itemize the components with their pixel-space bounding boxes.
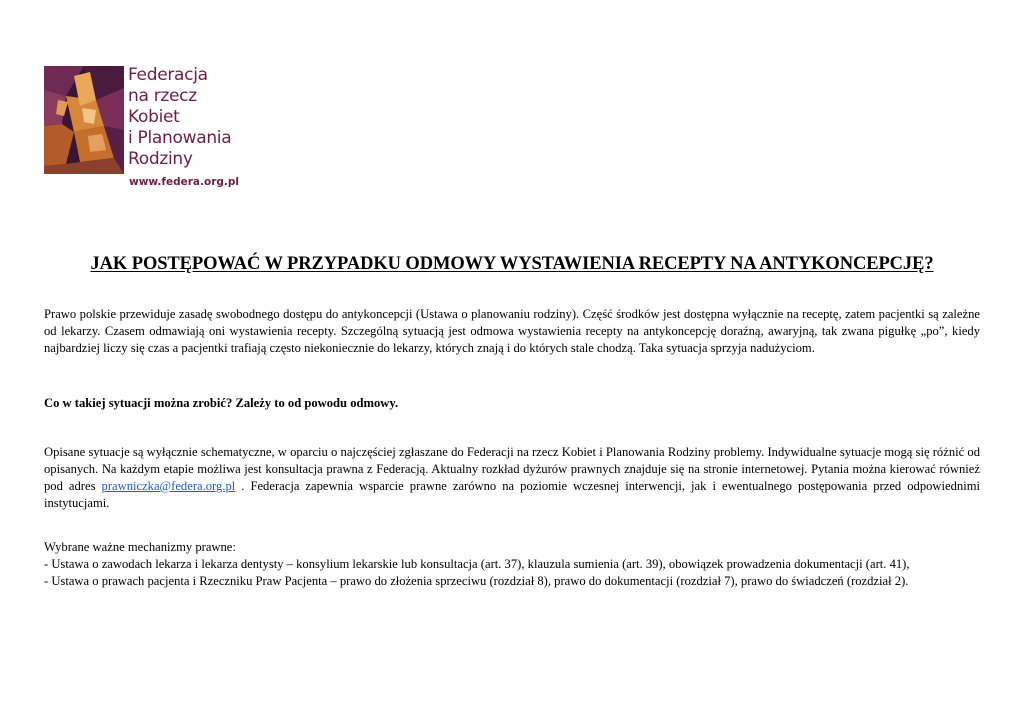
logo-wordmark — [128, 65, 231, 170]
info-text-before: Opisane sytuacje są wyłącznie schematyczne, w oparciu o najczęściej zgłaszane do Federacji na rzecz Kobiet i Planowania Rodziny problemy. Indywidualne sytuacje mogą się różnić od opisanych. Na każdym etapie możliwa jest konsultacja prawna z Federacją. Aktualny rozkład dyżurów prawnych znajduje się na stronie internetowej. Pytania można kierować również pod adres — [44, 445, 980, 493]
logo-line: na rzecz — [128, 86, 197, 106]
info-text-after: . Federacja zapewnia wsparcie prawne zarówno na poziomie wczesnej interwencji, jak i ewentualnego postępowania przed odpowiednimi instytucjami. — [44, 479, 980, 510]
mechanism-item: - Ustawa o zawodach lekarza i lekarza dentysty – konsylium lekarskie lub konsultacja (art. 37), klauzula sumienia (art. 39), obowiązek prowadzenia dokumentacji (art. 41), — [44, 557, 910, 571]
logo-line: Rodziny — [128, 149, 193, 169]
question-heading: Co w takiej sytuacji można zrobić? Zależy to od powodu odmowy. — [44, 396, 399, 410]
logo-url: www.federa.org.pl — [129, 176, 240, 188]
mechanisms-section — [44, 539, 980, 590]
federation-logo — [44, 65, 240, 216]
logo-line: Federacja — [128, 65, 208, 85]
logo-artwork — [44, 66, 124, 174]
logo-line: i Planowania — [128, 128, 232, 148]
email-link[interactable]: prawniczka@federa.org.pl — [101, 479, 236, 493]
mechanism-item: - Ustawa o prawach pacjenta i Rzeczniku Praw Pacjenta – prawo do złożenia sprzeciwu (rozdział 8), prawo do dokumentacji (rozdział 7), prawo do świadczeń (rozdział 2). — [44, 574, 909, 588]
mechanisms-label: Wybrane ważne mechanizmy prawne: — [44, 540, 236, 554]
logo-line: Kobiet — [128, 107, 180, 127]
page-title: JAK POSTĘPOWAĆ W PRZYPADKU ODMOWY WYSTAWIENIA RECEPTY NA ANTYKONCEPCJĘ? — [90, 254, 934, 274]
info-paragraph — [44, 444, 980, 512]
intro-paragraph: Prawo polskie przewiduje zasadę swobodnego dostępu do antykoncepcji (Ustawa o planowaniu rodziny). Część środków jest dostępna wyłącznie na receptę, zatem pacjentki są zależne od lekarzy. Czasem odmawiają oni wystawienia recepty. Szczególną sytuacją jest odmowa wystawienia recepty na antykoncepcję doraźną, awaryjną, tak zwana pigułkę „po”, kiedy najbardziej liczy się czas a pacjentki trafiają często niekoniecznie do lekarzy, których znają i do których stale chodzą. Taka sytuacja sprzyja nadużyciom. — [44, 307, 980, 355]
